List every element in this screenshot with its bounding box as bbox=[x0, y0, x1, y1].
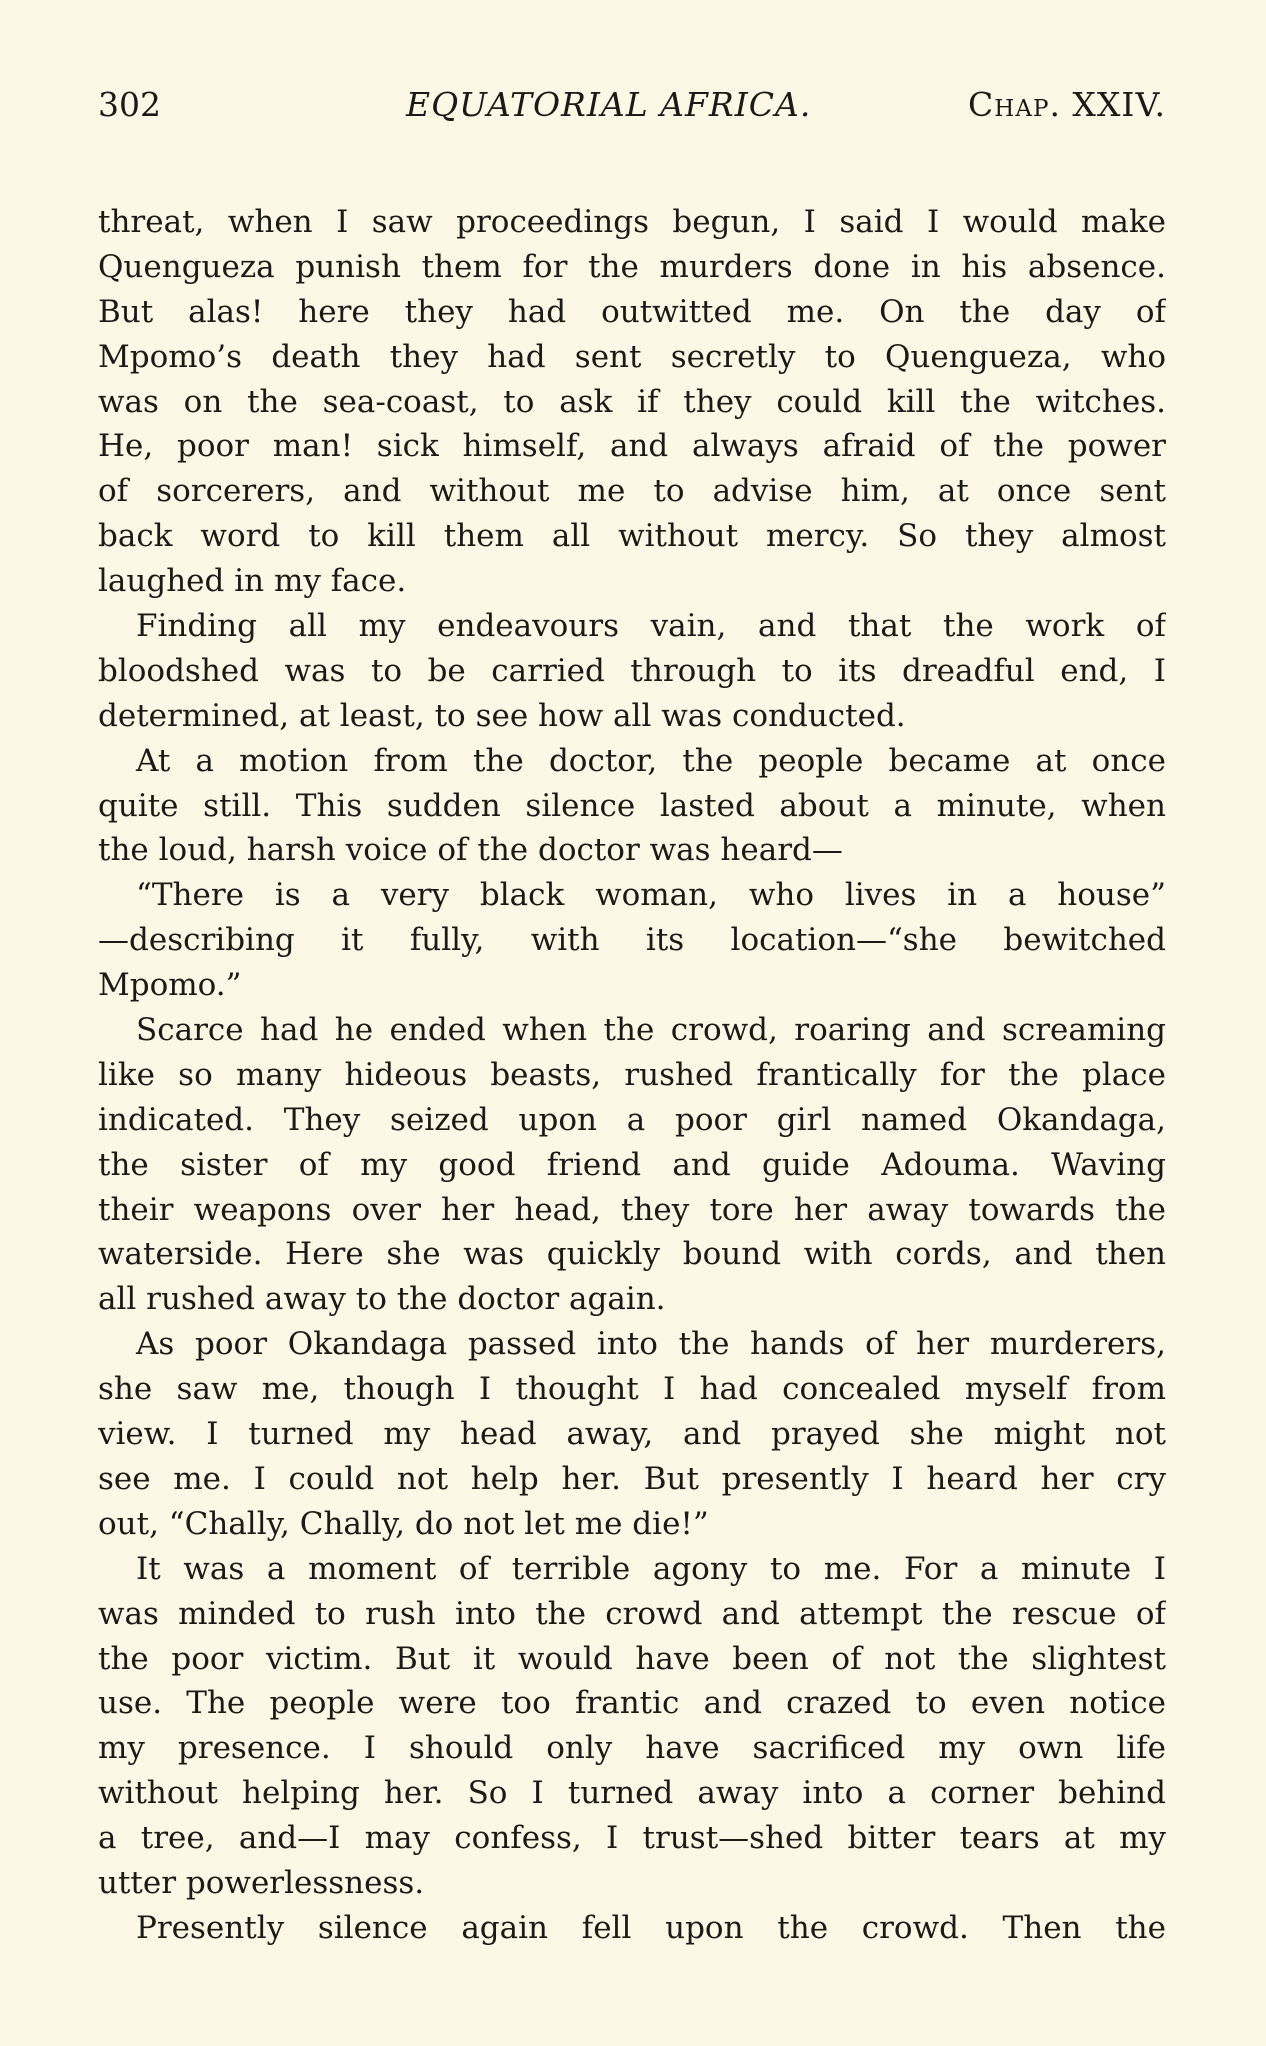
text-line: use. The people were too frantic and crazed to even notice bbox=[98, 1685, 1166, 1722]
chapter-reference: Chap. XXIV. bbox=[968, 85, 1166, 124]
text-line: a tree, and—I may confess, I trust—shed bitter tears at my bbox=[98, 1820, 1166, 1857]
page-number: 302 bbox=[98, 85, 161, 124]
text-line: their weapons over her head, they tore her away towards the bbox=[98, 1191, 1166, 1228]
text-line: quite still. This sudden silence lasted about a minute, when bbox=[98, 787, 1166, 824]
text-line: utter powerlessness. bbox=[98, 1864, 425, 1901]
body-text bbox=[98, 200, 1166, 1951]
text-line: He, poor man! sick himself, and always afraid of the power bbox=[98, 428, 1166, 465]
text-line: my presence. I should only have sacrificed my own life bbox=[98, 1730, 1166, 1767]
text-line: was on the sea-coast, to ask if they could kill the witches. bbox=[98, 383, 1166, 420]
text-line: —describing it fully, with its location—“she bewitched bbox=[98, 922, 1166, 959]
text-line: was minded to rush into the crowd and attempt the rescue of bbox=[98, 1595, 1166, 1632]
paragraph-first-line: Scarce had he ended when the crowd, roaring and screaming bbox=[136, 1012, 1166, 1049]
book-page bbox=[98, 80, 1166, 1951]
text-line: determined, at least, to see how all was conducted. bbox=[98, 697, 906, 734]
text-line: Mpomo’s death they had sent secretly to Quengueza, who bbox=[98, 338, 1166, 375]
text-line: Quengueza punish them for the murders done in his absence. bbox=[98, 248, 1166, 285]
text-line: the loud, harsh voice of the doctor was heard— bbox=[98, 832, 843, 869]
text-line: she saw me, though I thought I had concealed myself from bbox=[98, 1371, 1166, 1408]
text-line: threat, when I saw proceedings begun, I said I would make bbox=[98, 204, 1166, 240]
text-line: all rushed away to the doctor again. bbox=[98, 1281, 666, 1318]
text-line: laughed in my face. bbox=[98, 563, 407, 600]
paragraph-first-line: As poor Okandaga passed into the hands of her murderers, bbox=[136, 1326, 1166, 1363]
text-line: see me. I could not help her. But presently I heard her cry bbox=[98, 1460, 1166, 1497]
text-line: back word to kill them all without mercy. So they almost bbox=[98, 518, 1166, 555]
text-line: of sorcerers, and without me to advise him, at once sent bbox=[98, 473, 1166, 510]
paragraph-first-line: Presently silence again fell upon the crowd. Then the bbox=[136, 1909, 1166, 1946]
paragraph-first-line: At a motion from the doctor, the people became at once bbox=[136, 742, 1166, 779]
text-line: bloodshed was to be carried through to its dreadful end, I bbox=[98, 652, 1166, 689]
text-line: like so many hideous beasts, rushed frantically for the place bbox=[98, 1056, 1166, 1093]
paragraph-first-line: Finding all my endeavours vain, and that the work of bbox=[136, 608, 1166, 645]
text-line: Mpomo.” bbox=[98, 967, 242, 1004]
text-line: the poor victim. But it would have been of not the slightest bbox=[98, 1640, 1166, 1677]
text-line: view. I turned my head away, and prayed she might not bbox=[98, 1416, 1166, 1453]
paragraph-first-line: It was a moment of terrible agony to me. For a minute I bbox=[136, 1550, 1166, 1587]
text-line: the sister of my good friend and guide Adouma. Waving bbox=[98, 1146, 1166, 1183]
text-line: waterside. Here she was quickly bound with cords, and then bbox=[98, 1236, 1166, 1273]
page-header bbox=[98, 80, 1166, 130]
text-line: out, “Chally, Chally, do not let me die!” bbox=[98, 1505, 709, 1542]
running-title: EQUATORIAL AFRICA. bbox=[406, 85, 812, 124]
text-line: without helping her. So I turned away into a corner behind bbox=[98, 1775, 1166, 1812]
paragraph-first-line: “There is a very black woman, who lives in a house” bbox=[136, 877, 1166, 914]
text-line: indicated. They seized upon a poor girl named Okandaga, bbox=[98, 1101, 1166, 1138]
text-line: But alas! here they had outwitted me. On the day of bbox=[98, 293, 1166, 330]
